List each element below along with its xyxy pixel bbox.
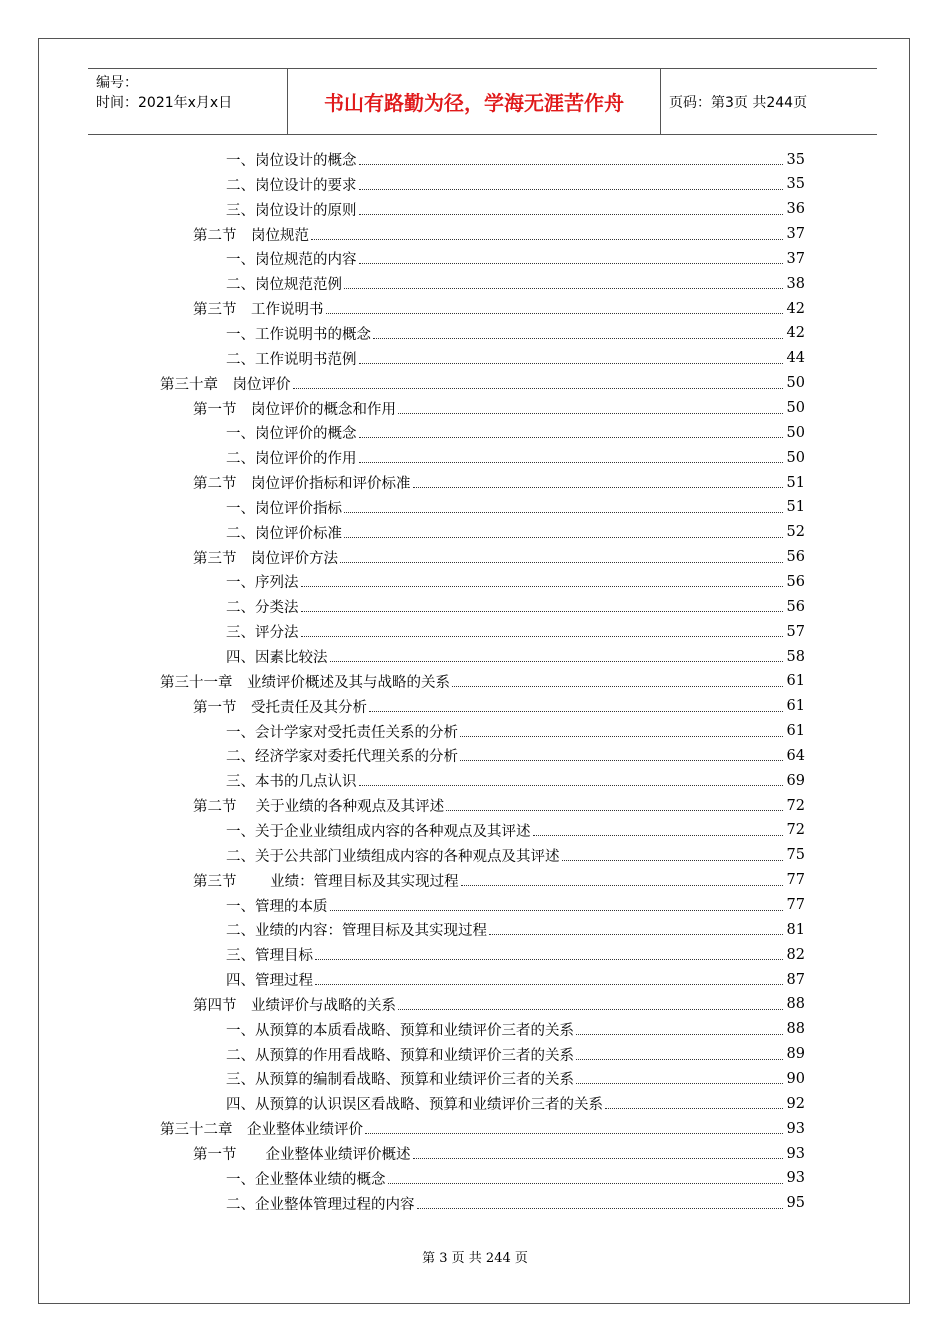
toc-entry-page: 77 [786, 872, 805, 889]
toc-entry-page: 90 [786, 1070, 805, 1087]
toc-leader-dots [576, 1059, 783, 1060]
toc-entry-label: 一、从预算的本质看战略、预算和业绩评价三者的关系 [226, 1022, 574, 1039]
toc-entry-label: 二、经济学家对委托代理关系的分析 [226, 749, 458, 766]
toc-entry[interactable] [226, 719, 805, 744]
toc-entry-page: 61 [786, 673, 805, 690]
toc-entry-label: 第一节 受托责任及其分析 [193, 699, 367, 716]
toc-entry[interactable] [226, 147, 805, 172]
toc-leader-dots [359, 214, 784, 215]
toc-entry-page: 72 [786, 822, 805, 839]
toc-entry[interactable] [226, 420, 805, 445]
toc-leader-dots [576, 1034, 783, 1035]
toc-leader-dots [460, 736, 783, 737]
toc-leader-dots [293, 388, 784, 389]
toc-entry-page: 50 [786, 400, 805, 416]
toc-leader-dots [452, 686, 783, 687]
toc-entry[interactable] [226, 1166, 805, 1191]
toc-entry-label: 二、岗位设计的要求 [226, 177, 357, 194]
toc-leader-dots [330, 910, 784, 911]
toc-entry[interactable] [226, 495, 805, 520]
toc-entry[interactable] [226, 172, 805, 197]
toc-entry-label: 第三节 工作说明书 [193, 302, 324, 319]
toc-entry-label: 一、岗位评价指标 [226, 500, 342, 517]
toc-leader-dots [373, 338, 783, 339]
toc-entry[interactable] [226, 768, 805, 793]
toc-entry-label: 二、企业整体管理过程的内容 [226, 1196, 415, 1213]
toc-entry-page: 57 [786, 623, 805, 640]
toc-entry-label: 一、工作说明书的概念 [226, 326, 371, 343]
toc-leader-dots [344, 512, 783, 513]
toc-entry-page: 61 [786, 698, 805, 715]
toc-entry-page: 42 [786, 325, 805, 342]
toc-leader-dots [413, 1158, 784, 1159]
toc-entry-label: 二、业绩的内容：管理目标及其实现过程 [226, 923, 487, 940]
toc-entry[interactable] [226, 346, 805, 371]
toc-entry-label: 第三十二章 企业整体业绩评价 [160, 1122, 363, 1139]
toc-entry-page: 56 [786, 549, 805, 566]
toc-leader-dots [315, 984, 783, 985]
toc-leader-dots [576, 1083, 783, 1084]
toc-entry[interactable] [226, 743, 805, 768]
toc-leader-dots [359, 462, 784, 463]
toc-entry[interactable] [226, 445, 805, 470]
toc-entry-page: 82 [786, 946, 805, 963]
page-footer: 第 3 页 共 244 页 [422, 1251, 528, 1266]
toc-entry-label: 一、会计学家对受托责任关系的分析 [226, 724, 458, 741]
toc-entry[interactable] [193, 296, 805, 321]
toc-entry[interactable] [226, 1066, 805, 1091]
toc-entry[interactable] [193, 396, 805, 421]
toc-entry[interactable] [160, 669, 805, 694]
toc-entry-label: 三、岗位设计的原则 [226, 202, 357, 219]
toc-entry-page: 88 [786, 996, 805, 1013]
toc-entry[interactable] [193, 470, 805, 495]
toc-entry-label: 一、岗位规范的内容 [226, 252, 357, 269]
toc-entry-page: 93 [786, 1120, 805, 1137]
toc-entry-label: 二、岗位评价的作用 [226, 451, 357, 468]
toc-entry-page: 42 [786, 300, 805, 317]
toc-leader-dots [311, 239, 783, 240]
toc-entry-label: 二、岗位规范范例 [226, 277, 342, 294]
toc-leader-dots [460, 760, 783, 761]
toc-entry[interactable] [193, 694, 805, 719]
toc-entry[interactable] [160, 1116, 805, 1141]
toc-entry[interactable] [226, 644, 805, 669]
toc-entry-label: 三、评分法 [226, 625, 299, 642]
toc-entry-page: 69 [786, 772, 805, 789]
toc-entry-page: 50 [786, 449, 805, 466]
toc-entry-page: 37 [786, 250, 805, 267]
toc-entry[interactable] [193, 868, 805, 893]
toc-entry-label: 第一节 岗位评价的概念和作用 [193, 401, 396, 418]
toc-entry-page: 87 [786, 971, 805, 988]
toc-entry-page: 95 [786, 1195, 805, 1212]
toc-entry-label: 第三节 业绩：管理目标及其实现过程 [193, 873, 459, 890]
toc-leader-dots [365, 1133, 783, 1134]
toc-entry[interactable] [226, 1191, 805, 1216]
toc-entry-page: 51 [786, 474, 805, 491]
toc-leader-dots [359, 164, 784, 165]
toc-entry-label: 一、岗位评价的概念 [226, 426, 357, 443]
toc-entry-label: 第三节 岗位评价方法 [193, 550, 338, 567]
toc-entry-page: 89 [786, 1046, 805, 1063]
header-motto: 书山有路勤为径，学海无涯苦作舟 [288, 69, 661, 134]
toc-entry-label: 一、管理的本质 [226, 898, 328, 915]
toc-entry[interactable] [226, 246, 805, 271]
toc-entry[interactable] [193, 992, 805, 1017]
toc-entry[interactable] [160, 371, 805, 396]
toc-entry-label: 二、岗位评价标准 [226, 525, 342, 542]
toc-entry-page: 64 [786, 747, 805, 764]
toc-leader-dots [301, 586, 784, 587]
toc-leader-dots [398, 1009, 783, 1010]
toc-entry[interactable] [226, 893, 805, 918]
number-label: 编号： [96, 75, 138, 91]
toc-leader-dots [359, 263, 784, 264]
toc-entry[interactable] [226, 1042, 805, 1067]
toc-entry[interactable] [226, 619, 805, 644]
toc-entry[interactable] [226, 942, 805, 967]
toc-leader-dots [461, 885, 783, 886]
toc-leader-dots [388, 1183, 784, 1184]
header-page-number: 页码：第3页 共244页 [669, 94, 808, 111]
toc-entry[interactable] [226, 569, 805, 594]
toc-leader-dots [359, 437, 784, 438]
toc-leader-dots [398, 413, 783, 414]
toc-entry-label: 三、从预算的编制看战略、预算和业绩评价三者的关系 [226, 1072, 574, 1089]
toc-entry[interactable] [226, 197, 805, 222]
toc-entry[interactable] [193, 545, 805, 570]
toc-entry-page: 35 [786, 176, 805, 193]
toc-leader-dots [417, 1208, 784, 1209]
toc-entry-label: 四、从预算的认识误区看战略、预算和业绩评价三者的关系 [226, 1097, 603, 1114]
toc-entry-page: 50 [786, 424, 805, 441]
toc-entry-label: 一、序列法 [226, 575, 299, 592]
toc-entry-page: 58 [786, 648, 805, 665]
toc-entry-label: 三、本书的几点认识 [226, 774, 357, 791]
toc-entry-label: 第三十章 岗位评价 [160, 376, 291, 393]
toc-leader-dots [605, 1108, 783, 1109]
toc-entry-page: 52 [786, 524, 805, 541]
toc-entry-label: 四、管理过程 [226, 973, 313, 990]
header-meta [88, 69, 288, 134]
toc-entry-label: 四、因素比较法 [226, 650, 328, 666]
page-header [88, 68, 877, 135]
toc-leader-dots [359, 363, 784, 364]
toc-entry-page: 44 [786, 350, 805, 367]
toc-leader-dots [330, 661, 784, 662]
toc-entry-label: 第二节 岗位规范 [193, 227, 309, 244]
toc-leader-dots [359, 189, 784, 190]
toc-entry-label: 二、从预算的作用看战略、预算和业绩评价三者的关系 [226, 1047, 574, 1064]
toc-leader-dots [340, 562, 783, 563]
toc-entry-label: 第三十一章 业绩评价概述及其与战略的关系 [160, 674, 450, 691]
toc-leader-dots [369, 711, 783, 712]
toc-leader-dots [344, 537, 783, 538]
toc-entry[interactable] [226, 520, 805, 545]
toc-leader-dots [489, 934, 783, 935]
toc-leader-dots [562, 860, 784, 861]
toc-entry[interactable] [226, 1091, 805, 1116]
toc-entry-label: 二、关于公共部门业绩组成内容的各种观点及其评述 [226, 848, 560, 865]
toc-leader-dots [326, 313, 784, 314]
toc-entry-page: 75 [786, 847, 805, 864]
toc-leader-dots [344, 288, 783, 289]
toc-entry-label: 第一节 企业整体业绩评价概述 [193, 1147, 411, 1163]
toc-leader-dots [301, 611, 784, 612]
toc-entry-label: 第二节 关于业绩的各种观点及其评述 [193, 799, 445, 816]
toc-entry-page: 35 [786, 151, 805, 168]
toc-entry[interactable] [226, 271, 805, 296]
toc-entry-label: 一、岗位设计的概念 [226, 153, 357, 169]
toc-entry-page: 77 [786, 897, 805, 913]
toc-entry-label: 第四节 业绩评价与战略的关系 [193, 997, 396, 1014]
toc-leader-dots [315, 959, 783, 960]
toc-entry-page: 92 [786, 1095, 805, 1112]
toc-leader-dots [301, 636, 784, 637]
toc-entry[interactable] [193, 1141, 805, 1166]
toc-entry-page: 93 [786, 1170, 805, 1187]
toc-entry-page: 37 [786, 226, 805, 243]
toc-entry[interactable] [226, 843, 805, 868]
toc-entry-page: 50 [786, 375, 805, 392]
toc-leader-dots [533, 835, 784, 836]
toc-entry-label: 一、关于企业业绩组成内容的各种观点及其评述 [226, 823, 531, 840]
toc-entry-page: 56 [786, 573, 805, 590]
time-label: 时间：2021年x月x日 [96, 95, 233, 111]
toc-leader-dots [413, 487, 784, 488]
toc-entry-page: 88 [786, 1021, 805, 1038]
toc-entry[interactable] [226, 818, 805, 843]
toc-entry-page: 36 [786, 201, 805, 218]
toc-entry-label: 二、分类法 [226, 600, 299, 617]
toc-entry[interactable] [193, 793, 805, 818]
toc-entry-label: 一、企业整体业绩的概念 [226, 1171, 386, 1188]
toc-entry-page: 38 [786, 275, 805, 292]
toc-leader-dots [359, 785, 784, 786]
toc-entry-page: 51 [786, 499, 805, 516]
toc-entry-label: 二、工作说明书范例 [226, 351, 357, 368]
toc-entry[interactable] [226, 321, 805, 346]
toc-entry-page: 72 [786, 797, 805, 814]
toc-entry-page: 81 [786, 921, 805, 938]
toc-entry-page: 56 [786, 598, 805, 615]
toc-entry-label: 三、管理目标 [226, 948, 313, 965]
toc-entry[interactable] [226, 1017, 805, 1042]
toc-entry[interactable] [226, 594, 805, 619]
toc-entry-page: 93 [786, 1145, 805, 1162]
toc-entry[interactable] [226, 967, 805, 992]
toc-entry-page: 61 [786, 723, 805, 740]
toc-entry[interactable] [193, 222, 805, 247]
toc-leader-dots [446, 810, 783, 811]
toc-entry[interactable] [226, 917, 805, 942]
toc-entry-label: 第二节 岗位评价指标和评价标准 [193, 476, 411, 493]
